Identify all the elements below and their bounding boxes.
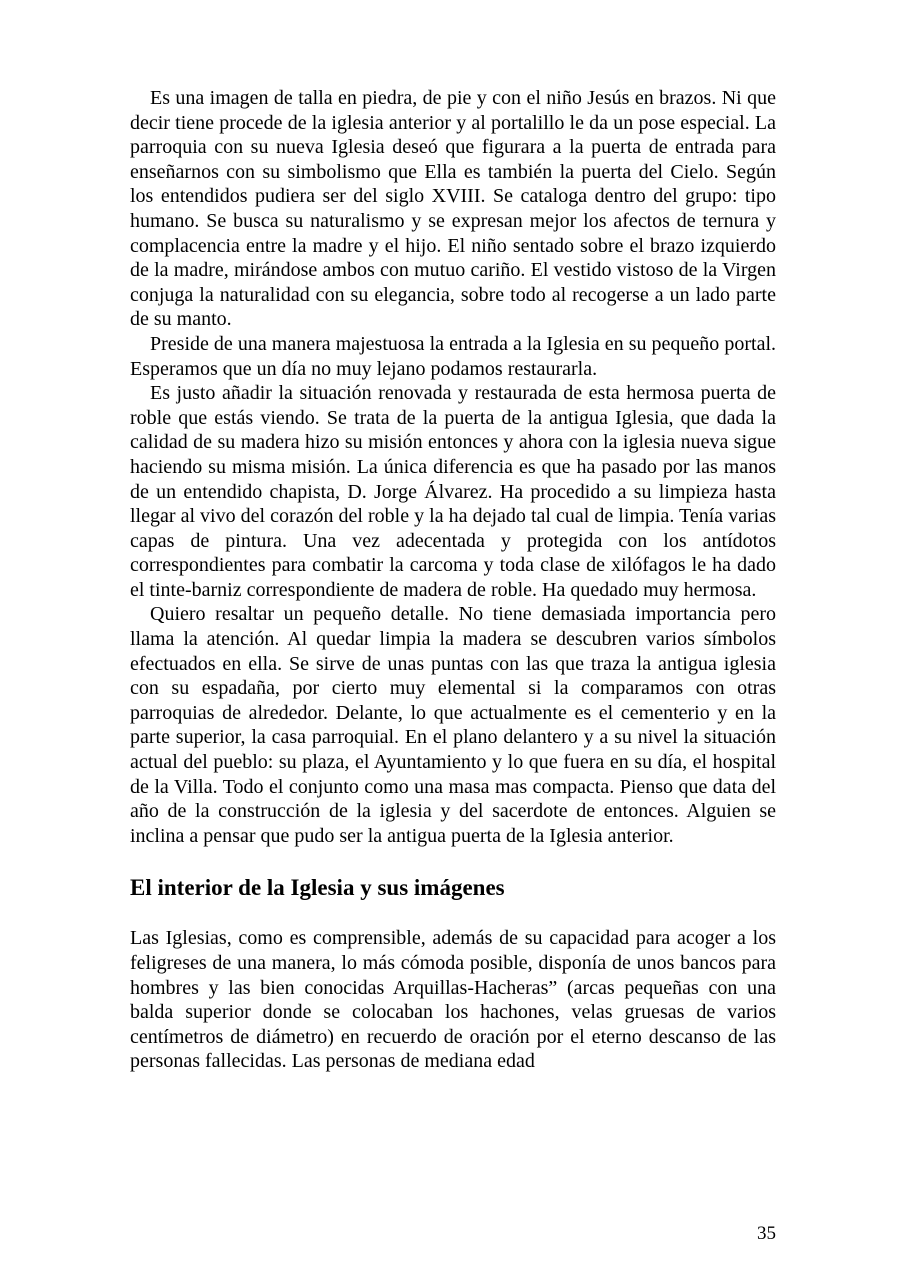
body-text [130,86,776,1074]
paragraph-virgin-statue: Es una imagen de talla en piedra, de pie y con el niño Jesús en brazos. Ni que decir tiene procede de la iglesia anterior y al portalillo le da un pose especial. La parroquia con su nueva Iglesia deseó que figurara a la puerta de entrada para enseñarnos con su simbolismo que Ella es también la puerta del Cielo. Según los entendidos pudiera ser del siglo XVIII. Se cataloga dentro del grupo: tipo humano. Se busca su naturalismo y se expresan mejor los afectos de ternura y complacencia entre la madre y el hijo. El niño sentado sobre el brazo izquierdo de la madre, mirándose ambos con mutuo cariño. El vestido vistoso de la Virgen conjuga la naturalidad con su elegancia, sobre todo al recogerse a un lado parte de su manto. [130,87,776,331]
paragraph-church-interior: Las Iglesias, como es comprensible, además de su capacidad para acoger a los feligreses de una manera, lo más cómoda posible, disponía de unos bancos para hombres y las bien conocidas Arquillas-Hacheras” (arcas pequeñas con una balda superior donde se colocaban los hachones, velas gruesas de varios centímetros de diámetro) en recuerdo de oración por el eterno descanso de las personas fallecidas. Las personas de mediana edad [130,927,776,1073]
paragraph-portal: Preside de una manera majestuosa la entrada a la Iglesia en su pequeño portal. Esperamos que un día no muy lejano podamos restaurarla. [130,332,776,380]
page-number: 35 [757,1223,776,1244]
paragraph-door-symbols: Quiero resaltar un pequeño detalle. No tiene demasiada importancia pero llama la atención. Al quedar limpia la madera se descubren varios símbolos efectuados en ella. Se sirve de unas puntas con las que traza la antigua iglesia con su espadaña, por cierto muy elemental si la comparamos con otras parroquias de alrededor. Delante, lo que actualmente es el cementerio y en la parte superior, la casa parroquial. En el plano delantero y a su nivel la situación actual del pueblo: su plaza, el Ayuntamiento y lo que fuera en su día, el hospital de la Villa. Todo el conjunto como una masa mas compacta. Pienso que data del año de la construcción de la iglesia y del sacerdote de entonces. Alguien se inclina a pensar que pudo ser la antigua puerta de la Iglesia anterior. [130,603,776,847]
section-heading: El interior de la Iglesia y sus imágenes [130,875,505,901]
paragraph-oak-door: Es justo añadir la situación renovada y restaurada de esta hermosa puerta de roble que estás viendo. Se trata de la puerta de la antigua Iglesia, que dada la calidad de su madera hizo su misión entonces y ahora con la iglesia nueva sigue haciendo su misma misión. La única diferencia es que ha pasado por las manos de un entendido chapista, D. Jorge Álvarez. Ha procedido a su limpieza hasta llegar al vivo del corazón del roble y la ha dejado tal cual de limpia. Tenía varias capas de pintura. Una vez adecentada y protegida con los antídotos correspondientes para combatir la carcoma y toda clase de xilófagos le ha dado el tinte-barniz correspondiente de madera de roble. Ha quedado muy hermosa. [130,382,776,601]
